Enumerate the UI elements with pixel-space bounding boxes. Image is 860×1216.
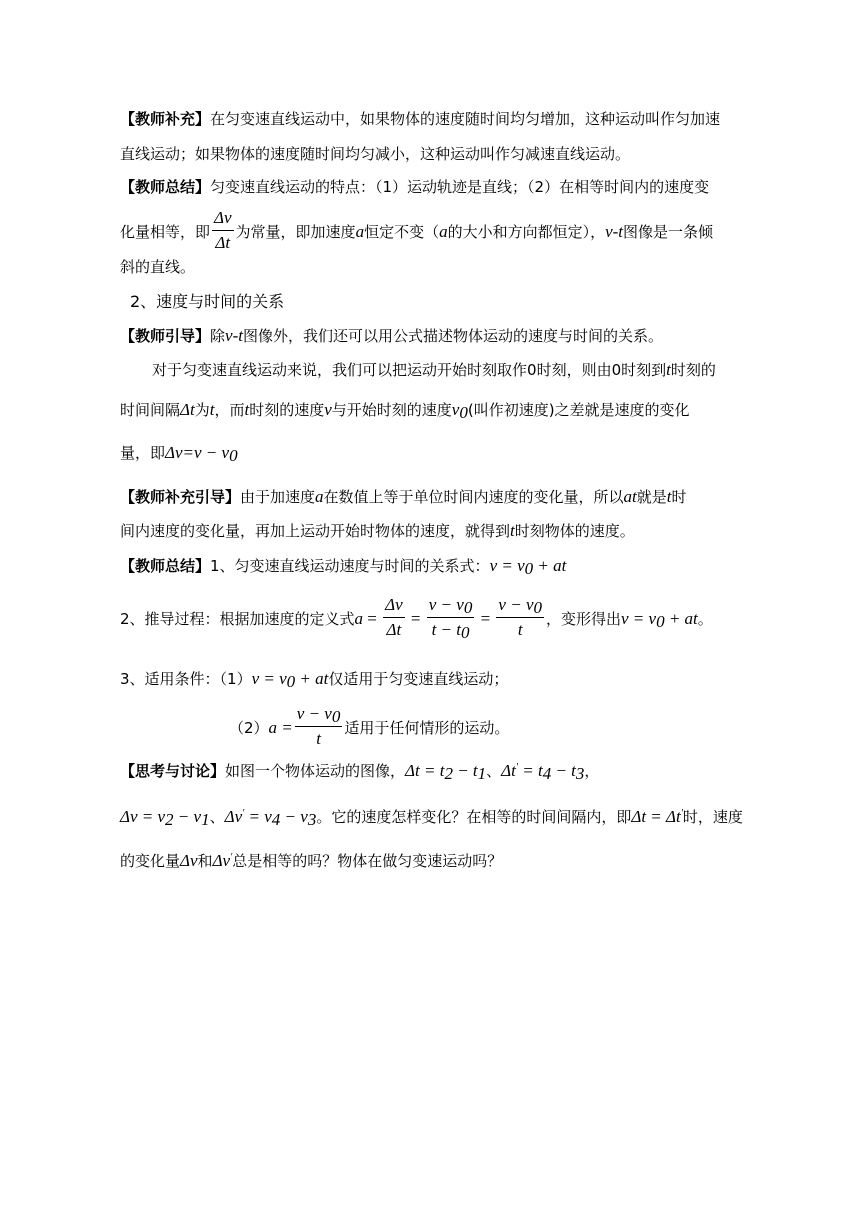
section-tag: 【思考与讨论】 bbox=[120, 762, 226, 780]
fraction-v-v0-over-t: $\frac{v - v_0}{t}$ bbox=[498, 595, 542, 639]
body-line-1: 对于匀变速直线运动来说，我们可以把运动开始时刻取作0时刻，则由0时刻到t时刻的 bbox=[152, 360, 716, 379]
fraction-v-v0-over-t-t0: $\frac{v - v_0}{t - t_0}$ bbox=[428, 595, 473, 642]
section-tag: 【教师补充】 bbox=[120, 110, 211, 128]
think-discuss-line-1: 【思考与讨论】如图一个物体运动的图像，$\Delta t = t_2 - t_1$、$\Delta t' = t_4 - t_3$， bbox=[120, 761, 600, 783]
section-tag: 【教师总结】 bbox=[120, 178, 211, 196]
fraction-v-v0-over-t: $\frac{v - v_0}{t}$ bbox=[296, 704, 341, 748]
teacher-guide-line: 【教师引导】除v-t图像外，我们还可以用公式描述物体运动的速度与时间的关系。 bbox=[120, 326, 663, 345]
teacher-summary-line-1: 【教师总结】匀变速直线运动的特点：（1）运动轨迹是直线；（2）在相等时间内的速度变 bbox=[120, 178, 710, 196]
derivation-line: 2、推导过程：根据加速度的定义式a = $\frac{\Delta v}{\Delta t}$ = $\frac{v - v_0}{t - t_0}$ = $\frac{v - v_0}{t}$ ，变形得出$v = v_0$ + at。 bbox=[120, 595, 713, 642]
fraction-dv-dt: $\frac{\Delta v}{\Delta t}$ bbox=[385, 595, 403, 639]
teacher-supplement-guide-line-1: 【教师补充引导】由于加速度a在数值上等于单位时间内速度的变化量，所以at就是t时 bbox=[120, 487, 687, 506]
section-heading: 2、速度与时间的关系 bbox=[130, 292, 285, 311]
teacher-supplement-guide-line-2: 间内速度的变化量，再加上运动开始时物体的速度，就得到t时刻物体的速度。 bbox=[120, 521, 635, 540]
fraction-dv-dt: $\frac{\Delta v}{\Delta t}$ bbox=[214, 208, 232, 252]
section-tag: 【教师总结】 bbox=[120, 557, 211, 575]
body-line-3: 量，即$\Delta v=v - v_0$ bbox=[120, 443, 238, 465]
section-tag: 【教师补充引导】 bbox=[120, 488, 241, 506]
applicability-line-2: （2）a = $\frac{v - v_0}{t}$ 适用于任何情形的运动。 bbox=[229, 704, 510, 748]
think-discuss-line-2: $\Delta v = v_2 - v_1$、$\Delta v' = v_4 - v_3$。它的速度怎样变化？在相等的时间间隔内，即Δt = Δt'时，速度 bbox=[120, 807, 743, 829]
think-discuss-line-3: 的变化量Δv和Δv'总是相等的吗？物体在做匀变速运动吗？ bbox=[120, 851, 503, 870]
teacher-summary-line-2: 化量相等，即 $\frac{\Delta v}{\Delta t}$ 为常量，即加速度a恒定不变（a的大小和方向都恒定），v-t图像是一条倾 bbox=[120, 208, 714, 252]
teacher-supplement-line-2: 直线运动；如果物体的速度随时间均匀减小，这种运动叫作匀减速直线运动。 bbox=[120, 145, 631, 163]
section-tag: 【教师引导】 bbox=[120, 327, 211, 345]
teacher-summary-formula-line: 【教师总结】1、匀变速直线运动速度与时间的关系式：$v = v_0$ + at bbox=[120, 556, 567, 578]
body-line-2: 时间间隔Δt为t，而t时刻的速度v与开始时刻的速度$v_0$(叫作初速度)之差就是速度的变化 bbox=[120, 400, 690, 422]
teacher-supplement-line-1: 【教师补充】在匀变速直线运动中，如果物体的速度随时间均匀增加，这种运动叫作匀加速 bbox=[120, 110, 721, 128]
applicability-line-1: 3、适用条件：$(1)v = v_0$ + at仅适用于匀变速直线运动； bbox=[120, 669, 509, 691]
teacher-summary-line-3: 斜的直线。 bbox=[120, 258, 196, 276]
